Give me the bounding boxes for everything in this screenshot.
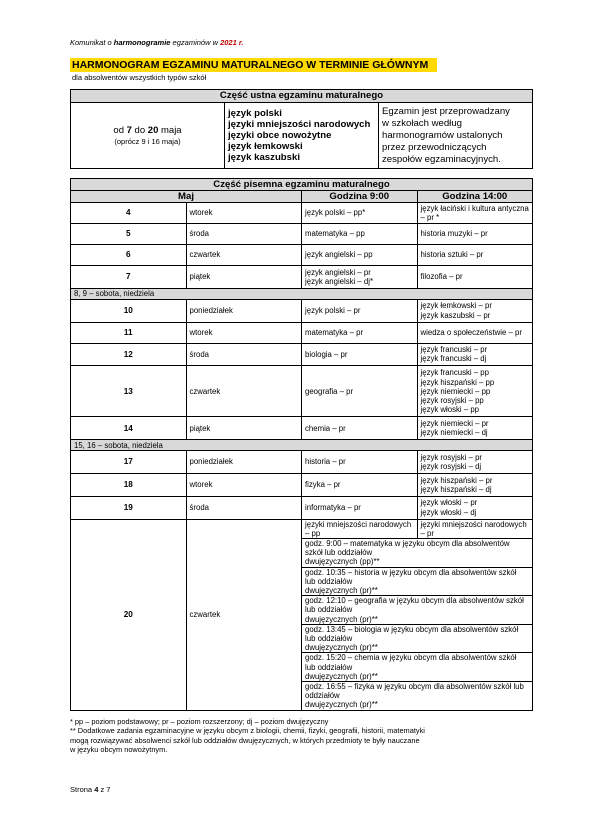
table-row — [71, 299, 533, 322]
table-row — [71, 366, 533, 417]
page-number: Strona 4 z 7 — [70, 785, 111, 794]
oral-dates-note: (oprócz 9 i 16 maja) — [114, 136, 181, 146]
morning-exam-line: fizyka – pr — [305, 480, 341, 490]
oral-subjects — [225, 103, 379, 169]
oral-dates — [71, 103, 225, 169]
afternoon-exam-line: historia sztuki – pr — [420, 250, 484, 260]
bilingual-exam-line: godz. 16:55 – fizyka w języku obcym dla absolwentów szkół lub oddziałów — [305, 682, 524, 701]
oral-subject: język kaszubski — [228, 152, 300, 163]
afternoon-exam-line: język kaszubski – pr — [420, 310, 491, 320]
morning-exam — [302, 496, 418, 519]
afternoon-exam — [417, 299, 533, 322]
bilingual-exam-line: godz. 10:35 – historia w języku obcym dla absolwentów szkół lub oddziałów — [305, 567, 517, 586]
afternoon-exam — [417, 496, 533, 519]
weekday — [186, 417, 302, 440]
written-heading — [71, 179, 533, 191]
afternoon-exam — [417, 224, 533, 245]
bilingual-exam-line: dwujęzycznych (pr)** — [305, 700, 378, 710]
weekday-line: środa — [189, 349, 210, 359]
morning-exam — [302, 451, 418, 474]
table-row — [71, 451, 533, 474]
morning-exam-line: matematyka – pr — [305, 327, 364, 337]
afternoon-exam — [417, 322, 533, 343]
day-number-line: 6 — [125, 250, 131, 260]
weekday-line: środa — [189, 229, 210, 239]
morning-exam — [302, 224, 418, 245]
morning-exam-line: język angielski – pp — [305, 250, 373, 260]
table-row — [71, 473, 533, 496]
afternoon-exam-line: język łaciński i kultura antyczna – pr * — [420, 203, 529, 222]
weekday-line: piątek — [189, 423, 211, 433]
afternoon-exam — [417, 473, 533, 496]
morning-exam — [302, 203, 418, 224]
afternoon-exam-line: język niemiecki – dj — [420, 428, 488, 438]
afternoon-exam-line: język francuski – pp — [420, 368, 489, 378]
weekday — [186, 266, 302, 289]
weekday-line: czwartek — [189, 386, 221, 396]
footnotes — [70, 717, 425, 755]
footnote: mogą rozwiązywać absolwenci szkół lub oddziałów dwujęzycznych, w których przedmioty te były nauczane — [70, 735, 420, 745]
bilingual-exam-line: godz. 15:20 – chemia w języku obcym dla absolwentów szkół lub oddziałów — [305, 653, 517, 672]
afternoon-exam-line: historia muzyki – pr — [420, 229, 488, 239]
column-2pm — [417, 191, 533, 203]
oral-info — [379, 103, 533, 169]
footnote: w języku obcym nowożytnym. — [70, 745, 168, 755]
bilingual-exam — [302, 596, 533, 625]
weekday-line: czwartek — [189, 610, 221, 619]
weekday — [186, 473, 302, 496]
table-row — [71, 245, 533, 266]
afternoon-exam — [417, 417, 533, 440]
header-prefix: Komunikat o — [70, 38, 114, 47]
day-number-line: 7 — [125, 272, 131, 282]
weekday — [186, 224, 302, 245]
weekday-line: poniedziałek — [189, 457, 233, 467]
afternoon-exam — [417, 519, 533, 538]
afternoon-exam — [417, 245, 533, 266]
written-heading-line: Część pisemna egzaminu maturalnego — [213, 179, 390, 190]
weekend-row — [71, 288, 533, 299]
afternoon-exam-line: filozofia – pr — [420, 272, 463, 282]
oral-dates-range: od 7 do 20 maja — [113, 124, 182, 136]
oral-info-line: w szkołach według — [382, 117, 462, 129]
weekday-line: wtorek — [189, 480, 213, 490]
day-number — [71, 343, 187, 366]
weekday — [186, 343, 302, 366]
table-row — [71, 519, 533, 538]
morning-exam-line: język angielski – dj* — [305, 276, 374, 286]
bilingual-exam — [302, 624, 533, 653]
afternoon-exam-line: język rosyjski – dj — [420, 462, 482, 472]
afternoon-exam-line: język niemiecki – pr — [420, 419, 489, 429]
morning-exam — [302, 322, 418, 343]
weekday-line: poniedziałek — [189, 306, 233, 316]
morning-exam-line: informatyka – pr — [305, 503, 361, 513]
morning-exam — [302, 417, 418, 440]
oral-subject: języki obce nowożytne — [228, 130, 332, 141]
morning-exam — [302, 366, 418, 417]
page-subtitle: dla absolwentów wszystkich typów szkół — [72, 73, 207, 82]
oral-info-line: zespołów egzaminacyjnych. — [382, 153, 501, 165]
bilingual-exam-line: godz. 12:10 – geografia w języku obcym dla absolwentów szkół lub oddziałów — [305, 596, 524, 615]
header-middle: egzaminów w — [170, 38, 221, 47]
morning-exam — [302, 266, 418, 289]
weekday-line: wtorek — [189, 208, 213, 218]
day-number — [71, 245, 187, 266]
day-number — [71, 224, 187, 245]
morning-exam — [302, 473, 418, 496]
morning-exam-line: język polski – pr — [305, 306, 361, 316]
day-number-line: 11 — [123, 327, 133, 337]
afternoon-exam — [417, 366, 533, 417]
day-number — [71, 266, 187, 289]
table-row — [71, 343, 533, 366]
afternoon-exam-line: język łemkowski – pr — [420, 301, 492, 311]
bilingual-exam-line: dwujęzycznych (pr)** — [305, 614, 378, 624]
morning-exam-line: geografia – pr — [305, 386, 354, 396]
afternoon-exam — [417, 266, 533, 289]
bilingual-exam-line: dwujęzycznych (pr)** — [305, 586, 378, 595]
weekday — [186, 245, 302, 266]
weekday — [186, 322, 302, 343]
afternoon-exam-line: język włoski – pr — [420, 498, 478, 508]
morning-exam-line: matematyka – pp — [305, 229, 365, 239]
day-number-line: 4 — [125, 208, 131, 218]
day-number — [71, 473, 187, 496]
day-number-line: 13 — [123, 386, 133, 396]
weekend-label-line: 8, 9 – sobota, niedziela — [74, 289, 155, 299]
morning-exam — [302, 299, 418, 322]
table-row — [71, 496, 533, 519]
column-month — [71, 191, 302, 203]
day-number — [71, 417, 187, 440]
oral-subject: język łemkowski — [228, 141, 303, 152]
day-number — [71, 366, 187, 417]
column-2pm-line: Godzina 14:00 — [442, 191, 508, 202]
morning-exam — [302, 343, 418, 366]
bilingual-exam-line: dwujęzycznych (pp)** — [305, 557, 380, 567]
day-number-line: 19 — [123, 503, 133, 513]
weekend-label-line: 15, 16 – sobota, niedziela — [74, 440, 163, 450]
oral-subject: języki mniejszości narodowych — [228, 119, 371, 130]
afternoon-exam-line: język niemiecki – pp — [420, 386, 491, 396]
oral-exam-table — [70, 89, 533, 169]
morning-exam — [302, 519, 418, 538]
day-number — [71, 299, 187, 322]
table-row — [71, 417, 533, 440]
column-9am — [302, 191, 418, 203]
afternoon-exam-line: język hiszpański – pr — [420, 475, 493, 485]
column-month-line: Maj — [178, 191, 194, 202]
day-number-line: 10 — [123, 306, 133, 316]
bilingual-exam — [302, 567, 533, 596]
afternoon-exam-line: język francuski – dj — [420, 354, 487, 364]
weekday — [186, 299, 302, 322]
weekend-label — [71, 288, 533, 299]
afternoon-exam-line: język rosyjski – pp — [420, 395, 484, 405]
header-bold: harmonogramie — [113, 38, 171, 47]
oral-info-line: Egzamin jest przeprowadzany — [382, 105, 510, 117]
weekday-line: piątek — [189, 272, 211, 282]
header-year: 2021 r. — [220, 38, 244, 47]
morning-exam-line: języki mniejszości narodowych – pp — [305, 519, 412, 538]
morning-exam-line: historia – pr — [305, 457, 346, 467]
table-row — [71, 224, 533, 245]
afternoon-exam-line: język włoski – pp — [420, 405, 479, 415]
table-row — [71, 203, 533, 224]
day-number-line: 14 — [123, 423, 133, 433]
morning-exam-line: język polski – pp* — [305, 208, 366, 218]
oral-subject: język polski — [228, 108, 282, 119]
weekday-line: czwartek — [189, 250, 221, 260]
weekday — [186, 496, 302, 519]
weekday — [186, 203, 302, 224]
page-title: HARMONOGRAM EGZAMINU MATURALNEGO W TERMINIE GŁÓWNYM — [72, 59, 429, 71]
bilingual-exam-line: godz. 9:00 – matematyka w języku obcym dla absolwentów szkół lub oddziałów — [305, 538, 510, 558]
day-number-line: 5 — [125, 229, 131, 239]
day-number-line: 12 — [123, 349, 133, 359]
weekend-row — [71, 440, 533, 451]
oral-info-line: harmonogramów ustalonych — [382, 129, 503, 141]
oral-info-line: przez przewodniczących — [382, 141, 487, 153]
afternoon-exam-line: język włoski – dj — [420, 507, 477, 517]
weekday — [186, 519, 302, 710]
column-9am-line: Godzina 9:00 — [329, 191, 390, 202]
bilingual-exam — [302, 653, 533, 682]
footnote: ** Dodatkowe zadania egzaminacyjne w języku obcym z biologii, chemii, fizyki, geografii, historii, matematyki — [70, 726, 425, 736]
morning-exam-line: biologia – pr — [305, 349, 348, 359]
weekday-line: wtorek — [189, 327, 213, 337]
bilingual-exam-line: dwujęzycznych (pr)** — [305, 643, 378, 653]
table-row — [71, 266, 533, 289]
afternoon-exam-line: języki mniejszości narodowych – pr — [420, 519, 527, 538]
day-number — [71, 451, 187, 474]
day-number-line: 18 — [123, 480, 133, 490]
oral-heading: Część ustna egzaminu maturalnego — [71, 90, 533, 103]
weekday — [186, 366, 302, 417]
bilingual-exam — [302, 538, 533, 567]
afternoon-exam-line: wiedza o społeczeństwie – pr — [420, 327, 522, 337]
afternoon-exam-line: język hiszpański – pp — [420, 377, 495, 387]
afternoon-exam-line: język rosyjski – pr — [420, 452, 483, 462]
day-number-line: 17 — [123, 457, 133, 467]
written-exam-table — [70, 178, 533, 711]
day-number — [71, 496, 187, 519]
morning-exam — [302, 245, 418, 266]
afternoon-exam-line: język hiszpański – dj — [420, 484, 492, 494]
day-number — [71, 203, 187, 224]
bilingual-exam-line: dwujęzycznych (pr)** — [305, 671, 378, 681]
bilingual-exam — [302, 682, 533, 711]
morning-exam-line: język angielski – pr — [305, 267, 371, 277]
day-number — [71, 519, 187, 710]
weekday — [186, 451, 302, 474]
afternoon-exam — [417, 343, 533, 366]
afternoon-exam-line: język francuski – pr — [420, 345, 488, 355]
afternoon-exam — [417, 451, 533, 474]
afternoon-exam — [417, 203, 533, 224]
day-number-line: 20 — [123, 610, 133, 619]
weekday-line: środa — [189, 503, 210, 513]
table-row — [71, 322, 533, 343]
morning-exam-line: chemia – pr — [305, 423, 346, 433]
day-number — [71, 322, 187, 343]
weekend-label — [71, 440, 533, 451]
footnote: * pp – poziom podstawowy; pr – poziom rozszerzony; dj – poziom dwujęzyczny — [70, 717, 329, 726]
bilingual-exam-line: godz. 13:45 – biologia w języku obcym dla absolwentów szkół lub oddziałów — [305, 624, 519, 644]
document-header — [70, 38, 243, 47]
